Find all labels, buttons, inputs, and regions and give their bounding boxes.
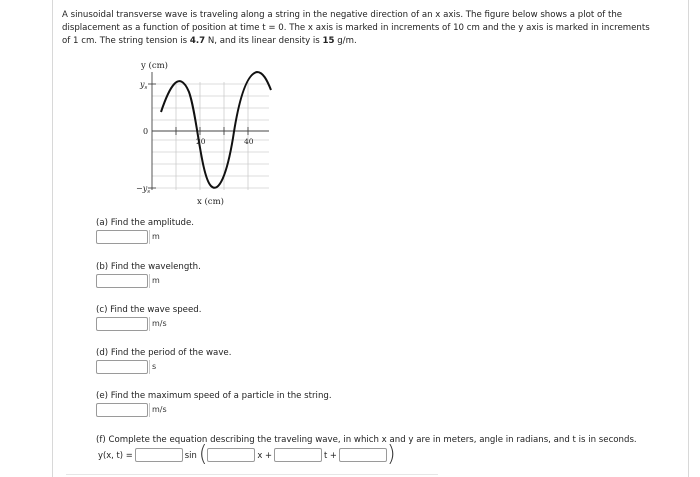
problem-line-2: displacement as a function of position at time t = 0. The x axis is marked in increments of 10 cm and the y axis is marked in increments xyxy=(62,23,650,33)
period-unit: s xyxy=(149,360,156,374)
equation-omega-input[interactable] xyxy=(274,448,322,462)
wave-speed-unit: m/s xyxy=(149,317,167,331)
x-tick-40: 40 xyxy=(244,137,254,146)
part-a-question: (a) Find the amplitude. xyxy=(96,218,195,228)
wave-curve xyxy=(161,72,271,188)
bottom-divider xyxy=(66,474,438,475)
ys-label: y xyxy=(140,80,145,89)
t-plus-label: t + xyxy=(323,450,337,460)
sin-label: sin xyxy=(184,450,197,460)
x-plus-label: x + xyxy=(257,450,272,460)
graph-frame xyxy=(148,72,269,190)
close-paren: ) xyxy=(386,442,396,467)
wave-equation-row xyxy=(96,442,396,467)
y-axis-label: y (cm) xyxy=(141,61,168,71)
part-e xyxy=(96,390,332,417)
wave-speed-input[interactable] xyxy=(96,317,148,331)
part-c-question: (c) Find the wave speed. xyxy=(96,305,202,315)
part-a xyxy=(96,217,194,244)
part-b xyxy=(96,261,201,288)
svg-text:ys: $y_s$ xyxy=(140,80,148,91)
graph-grid xyxy=(152,82,269,190)
neg-ys-label: −y xyxy=(136,184,148,193)
period-input[interactable] xyxy=(96,360,148,374)
max-particle-speed-unit: m/s xyxy=(149,403,167,417)
amplitude-input[interactable] xyxy=(96,230,148,244)
wavelength-unit: m xyxy=(149,274,160,288)
wave-graph xyxy=(135,58,285,210)
part-f xyxy=(96,434,637,446)
equation-phase-input[interactable] xyxy=(339,448,387,462)
part-d xyxy=(96,347,231,374)
part-b-question: (b) Find the wavelength. xyxy=(96,262,201,272)
open-paren: ( xyxy=(198,442,208,467)
problem-line-1: A sinusoidal transverse wave is traveling along a string in the negative direction of an x axis. The figure below shows a plot of the xyxy=(62,10,623,20)
density-value: 15 xyxy=(322,36,335,46)
x-tick-20: 20 xyxy=(196,137,206,146)
max-particle-speed-input[interactable] xyxy=(96,403,148,417)
problem-line-3: of 1 cm. The string tension is 4.7 N, and its linear density is 15 g/m. xyxy=(62,36,357,46)
part-c xyxy=(96,304,201,331)
svg-text:−ys: $-y_s$ xyxy=(136,184,151,195)
zero-label: 0 xyxy=(143,127,149,136)
amplitude-unit: m xyxy=(149,230,160,244)
part-f-question: (f) Complete the equation describing the traveling wave, in which x and y are in meters, angle in radians, and t is in seconds. xyxy=(96,435,637,445)
tension-value: 4.7 xyxy=(189,36,206,46)
wavelength-input[interactable] xyxy=(96,274,148,288)
problem-statement xyxy=(62,9,677,48)
part-d-question: (d) Find the period of the wave. xyxy=(96,348,232,358)
part-e-question: (e) Find the maximum speed of a particle in the string. xyxy=(96,391,332,401)
equation-amplitude-input[interactable] xyxy=(135,448,183,462)
equation-lhs: y(x, t) = xyxy=(98,450,133,460)
x-axis-label: x (cm) xyxy=(197,197,224,207)
equation-k-input[interactable] xyxy=(207,448,255,462)
